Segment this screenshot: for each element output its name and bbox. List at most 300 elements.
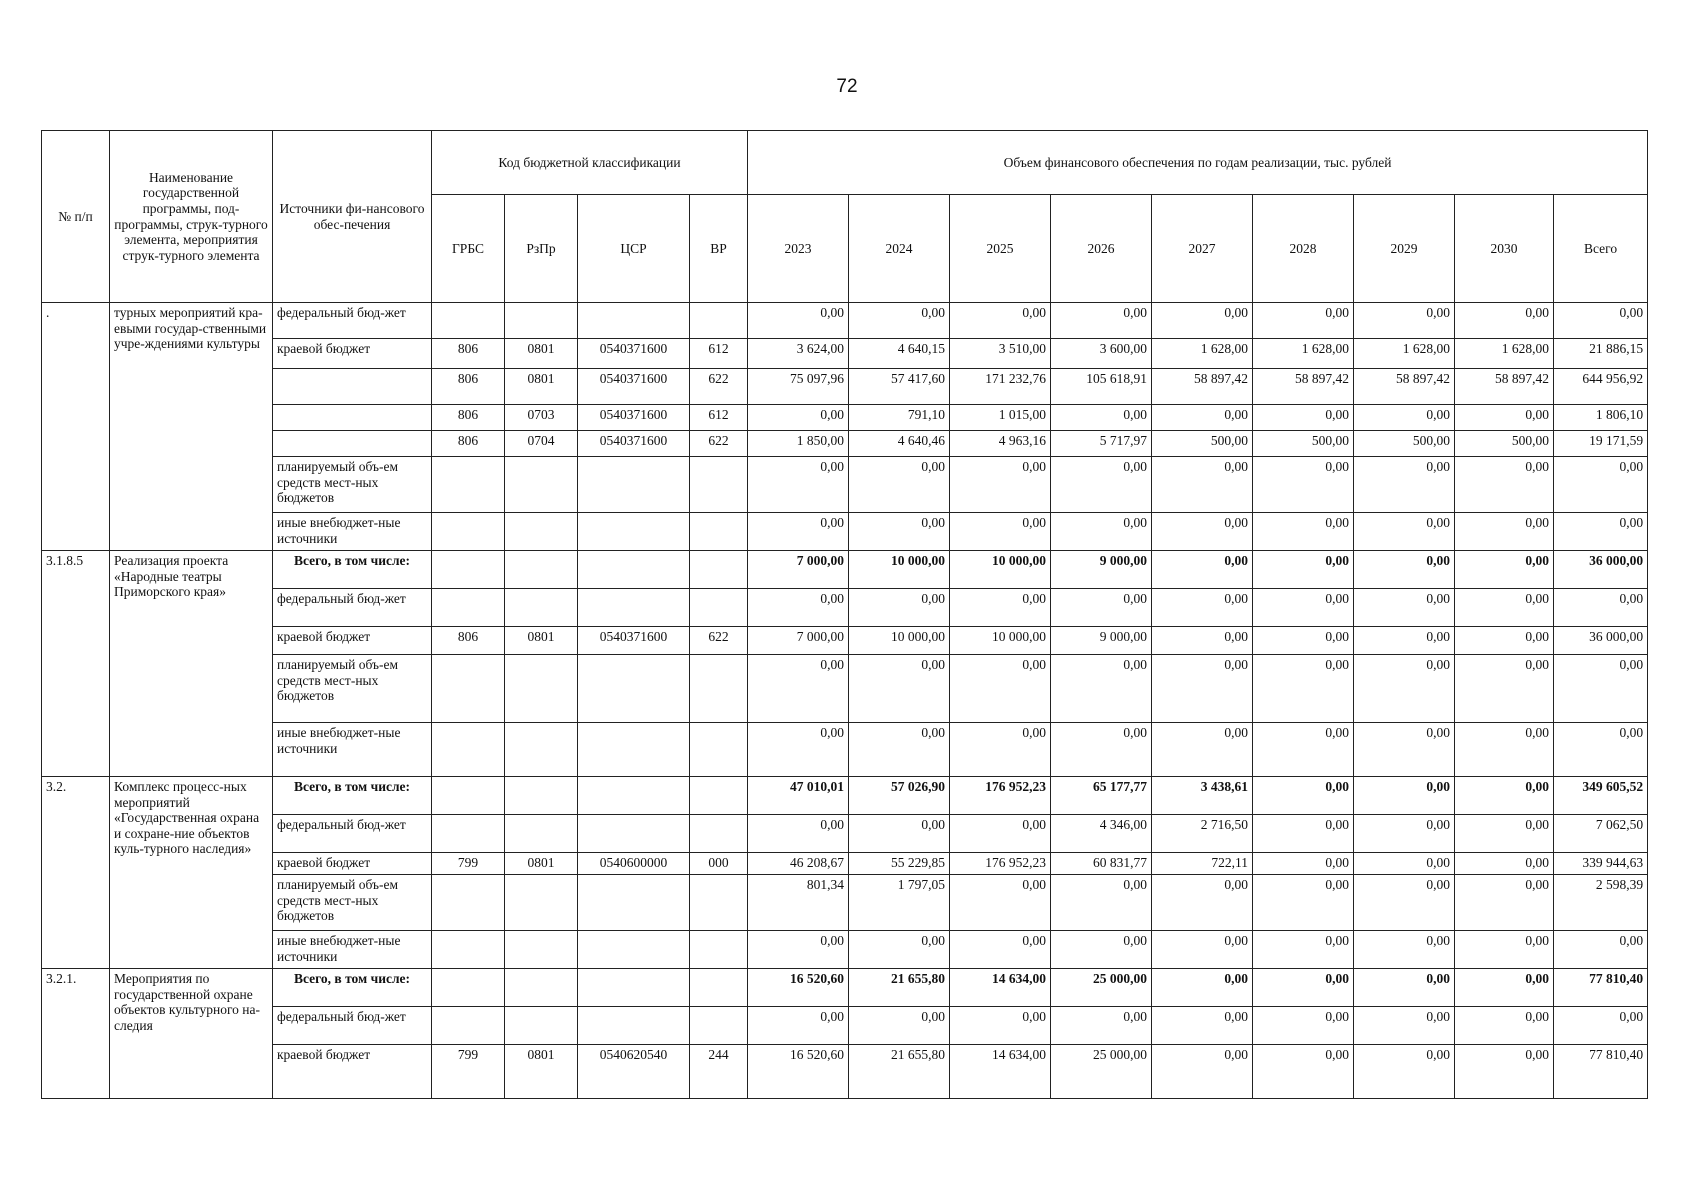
code-vr — [690, 875, 748, 931]
code-vr: 622 — [690, 431, 748, 457]
value-total: 0,00 — [1554, 723, 1648, 777]
value-year: 0,00 — [950, 655, 1051, 723]
value-year: 0,00 — [748, 655, 849, 723]
value-year: 1 850,00 — [748, 431, 849, 457]
value-year: 0,00 — [1152, 513, 1253, 551]
header-num: № п/п — [42, 131, 110, 303]
code-grbs — [432, 303, 505, 339]
value-year: 0,00 — [748, 815, 849, 853]
table-row — [42, 1045, 1648, 1099]
table-row — [42, 431, 1648, 457]
value-year: 0,00 — [950, 875, 1051, 931]
table-row — [42, 853, 1648, 875]
value-year: 0,00 — [1152, 1045, 1253, 1099]
value-year: 0,00 — [1455, 815, 1554, 853]
item-name: Мероприятия по государственной охране объектов культурного на-следия — [110, 969, 273, 1099]
code-csr: 0540600000 — [578, 853, 690, 875]
value-year: 57 417,60 — [849, 369, 950, 405]
code-rzpr: 0704 — [505, 431, 578, 457]
code-grbs: 799 — [432, 853, 505, 875]
value-year: 0,00 — [748, 405, 849, 431]
value-year: 0,00 — [1354, 853, 1455, 875]
value-year: 0,00 — [1152, 723, 1253, 777]
funding-source: Всего, в том числе: — [273, 969, 432, 1007]
value-year: 0,00 — [1253, 457, 1354, 513]
table-row — [42, 589, 1648, 627]
table-row — [42, 931, 1648, 969]
code-vr — [690, 457, 748, 513]
code-grbs — [432, 589, 505, 627]
code-csr: 0540620540 — [578, 1045, 690, 1099]
value-year: 0,00 — [849, 655, 950, 723]
value-year: 0,00 — [748, 457, 849, 513]
value-year: 0,00 — [1354, 551, 1455, 589]
value-year: 0,00 — [950, 723, 1051, 777]
value-year: 0,00 — [1152, 931, 1253, 969]
table-row — [42, 339, 1648, 369]
value-year: 0,00 — [748, 931, 849, 969]
funding-source: планируемый объ-ем средств мест-ных бюджетов — [273, 875, 432, 931]
value-year: 1 628,00 — [1354, 339, 1455, 369]
value-year: 4 640,46 — [849, 431, 950, 457]
table-row — [42, 627, 1648, 655]
funding-source: Всего, в том числе: — [273, 551, 432, 589]
value-year: 722,11 — [1152, 853, 1253, 875]
value-total: 7 062,50 — [1554, 815, 1648, 853]
funding-source: краевой бюджет — [273, 853, 432, 875]
value-year: 0,00 — [1455, 551, 1554, 589]
value-year: 16 520,60 — [748, 969, 849, 1007]
value-year: 5 717,97 — [1051, 431, 1152, 457]
code-rzpr: 0801 — [505, 1045, 578, 1099]
value-year: 0,00 — [1152, 655, 1253, 723]
value-total: 19 171,59 — [1554, 431, 1648, 457]
code-vr — [690, 777, 748, 815]
code-rzpr — [505, 815, 578, 853]
code-rzpr — [505, 777, 578, 815]
header-year: 2028 — [1253, 195, 1354, 303]
value-year: 0,00 — [748, 513, 849, 551]
table-row — [42, 777, 1648, 815]
value-year: 0,00 — [1455, 777, 1554, 815]
header-budget-code: Код бюджетной классификации — [432, 131, 748, 195]
code-rzpr — [505, 589, 578, 627]
item-name: Реализация проекта «Народные театры Приморского края» — [110, 551, 273, 777]
value-year: 0,00 — [1051, 513, 1152, 551]
value-year: 9 000,00 — [1051, 551, 1152, 589]
code-vr — [690, 815, 748, 853]
value-year: 801,34 — [748, 875, 849, 931]
code-grbs: 806 — [432, 339, 505, 369]
code-csr — [578, 875, 690, 931]
value-year: 9 000,00 — [1051, 627, 1152, 655]
value-total: 644 956,92 — [1554, 369, 1648, 405]
value-year: 0,00 — [1253, 551, 1354, 589]
value-year: 58 897,42 — [1354, 369, 1455, 405]
value-year: 0,00 — [1051, 405, 1152, 431]
value-year: 0,00 — [1354, 875, 1455, 931]
value-total: 36 000,00 — [1554, 551, 1648, 589]
code-csr — [578, 969, 690, 1007]
value-year: 0,00 — [1152, 627, 1253, 655]
value-year: 58 897,42 — [1253, 369, 1354, 405]
code-grbs — [432, 875, 505, 931]
value-year: 0,00 — [1051, 303, 1152, 339]
value-year: 0,00 — [950, 815, 1051, 853]
code-rzpr: 0801 — [505, 339, 578, 369]
code-csr — [578, 777, 690, 815]
value-year: 0,00 — [849, 303, 950, 339]
value-year: 58 897,42 — [1152, 369, 1253, 405]
code-vr: 622 — [690, 369, 748, 405]
item-number: 3.2.1. — [42, 969, 110, 1099]
value-year: 0,00 — [1354, 1007, 1455, 1045]
item-number: . — [42, 303, 110, 551]
value-year: 0,00 — [1152, 457, 1253, 513]
value-year: 25 000,00 — [1051, 1045, 1152, 1099]
header-rzpr: РзПр — [505, 195, 578, 303]
value-year: 0,00 — [950, 457, 1051, 513]
value-year: 0,00 — [1455, 931, 1554, 969]
value-year: 0,00 — [1152, 303, 1253, 339]
code-csr — [578, 303, 690, 339]
value-year: 0,00 — [1253, 405, 1354, 431]
value-year: 0,00 — [1152, 969, 1253, 1007]
value-total: 0,00 — [1554, 655, 1648, 723]
header-volume: Объем финансового обеспечения по годам реализации, тыс. рублей — [748, 131, 1648, 195]
value-year: 0,00 — [950, 513, 1051, 551]
value-year: 0,00 — [1354, 513, 1455, 551]
value-year: 0,00 — [1455, 457, 1554, 513]
code-rzpr: 0703 — [505, 405, 578, 431]
value-year: 0,00 — [849, 513, 950, 551]
code-rzpr — [505, 875, 578, 931]
code-grbs — [432, 815, 505, 853]
code-csr — [578, 589, 690, 627]
code-rzpr — [505, 931, 578, 969]
header-year: 2023 — [748, 195, 849, 303]
code-rzpr — [505, 969, 578, 1007]
value-year: 0,00 — [1455, 1007, 1554, 1045]
value-year: 0,00 — [849, 1007, 950, 1045]
value-year: 0,00 — [1253, 513, 1354, 551]
value-year: 0,00 — [1354, 969, 1455, 1007]
funding-source: планируемый объ-ем средств мест-ных бюджетов — [273, 457, 432, 513]
table-body — [42, 303, 1648, 1099]
code-grbs — [432, 969, 505, 1007]
header-name: Наименование государственной программы, под-программы, струк-турного элемента, мероприятия струк-турного элемента — [110, 131, 273, 303]
value-total: 21 886,15 — [1554, 339, 1648, 369]
value-year: 0,00 — [1253, 853, 1354, 875]
code-rzpr — [505, 1007, 578, 1045]
value-total: 0,00 — [1554, 513, 1648, 551]
code-vr — [690, 589, 748, 627]
value-year: 0,00 — [1253, 627, 1354, 655]
code-vr — [690, 513, 748, 551]
value-year: 25 000,00 — [1051, 969, 1152, 1007]
item-name: Комплекс процесс-ных мероприятий «Государственная охрана и сохране-ние объектов куль-турного наследия» — [110, 777, 273, 969]
value-year: 176 952,23 — [950, 777, 1051, 815]
value-year: 14 634,00 — [950, 969, 1051, 1007]
value-year: 0,00 — [849, 815, 950, 853]
value-year: 0,00 — [1051, 931, 1152, 969]
code-rzpr: 0801 — [505, 627, 578, 655]
value-year: 0,00 — [950, 303, 1051, 339]
code-csr: 0540371600 — [578, 369, 690, 405]
value-year: 7 000,00 — [748, 551, 849, 589]
value-year: 16 520,60 — [748, 1045, 849, 1099]
value-year: 4 963,16 — [950, 431, 1051, 457]
value-total: 0,00 — [1554, 1007, 1648, 1045]
table-row — [42, 457, 1648, 513]
table-row — [42, 875, 1648, 931]
value-year: 500,00 — [1354, 431, 1455, 457]
value-year: 10 000,00 — [950, 551, 1051, 589]
page-number: 72 — [836, 76, 858, 97]
value-year: 500,00 — [1455, 431, 1554, 457]
value-year: 1 628,00 — [1152, 339, 1253, 369]
value-year: 0,00 — [1455, 969, 1554, 1007]
code-csr — [578, 457, 690, 513]
funding-source — [273, 369, 432, 405]
value-year: 0,00 — [1253, 723, 1354, 777]
code-grbs — [432, 655, 505, 723]
value-year: 0,00 — [1253, 303, 1354, 339]
value-year: 0,00 — [1354, 303, 1455, 339]
code-csr: 0540371600 — [578, 405, 690, 431]
table-row — [42, 513, 1648, 551]
value-total: 339 944,63 — [1554, 853, 1648, 875]
header-csr: ЦСР — [578, 195, 690, 303]
value-year: 47 010,01 — [748, 777, 849, 815]
value-year: 0,00 — [1152, 405, 1253, 431]
value-year: 0,00 — [1253, 1045, 1354, 1099]
value-year: 1 797,05 — [849, 875, 950, 931]
value-year: 0,00 — [1354, 723, 1455, 777]
header-vr: ВР — [690, 195, 748, 303]
header-total: Всего — [1554, 195, 1648, 303]
code-vr: 622 — [690, 627, 748, 655]
value-year: 0,00 — [1354, 405, 1455, 431]
value-year: 4 640,15 — [849, 339, 950, 369]
value-year: 0,00 — [1455, 627, 1554, 655]
value-year: 0,00 — [1253, 1007, 1354, 1045]
value-year: 0,00 — [1253, 815, 1354, 853]
header-year: 2026 — [1051, 195, 1152, 303]
value-year: 0,00 — [1253, 777, 1354, 815]
value-year: 0,00 — [1455, 853, 1554, 875]
value-year: 0,00 — [849, 931, 950, 969]
code-csr: 0540371600 — [578, 627, 690, 655]
item-number: 3.2. — [42, 777, 110, 969]
value-year: 500,00 — [1152, 431, 1253, 457]
value-year: 0,00 — [1152, 875, 1253, 931]
code-csr — [578, 655, 690, 723]
value-year: 0,00 — [849, 589, 950, 627]
value-total: 0,00 — [1554, 303, 1648, 339]
funding-source: краевой бюджет — [273, 627, 432, 655]
table-row — [42, 723, 1648, 777]
value-total: 0,00 — [1554, 589, 1648, 627]
value-year: 58 897,42 — [1455, 369, 1554, 405]
value-year: 10 000,00 — [950, 627, 1051, 655]
value-year: 0,00 — [1051, 655, 1152, 723]
value-year: 0,00 — [950, 589, 1051, 627]
value-year: 21 655,80 — [849, 1045, 950, 1099]
value-total: 0,00 — [1554, 931, 1648, 969]
value-year: 3 438,61 — [1152, 777, 1253, 815]
value-year: 0,00 — [1455, 589, 1554, 627]
funding-source: иные внебюджет-ные источники — [273, 723, 432, 777]
funding-source: Всего, в том числе: — [273, 777, 432, 815]
code-rzpr: 0801 — [505, 369, 578, 405]
funding-source: иные внебюджет-ные источники — [273, 931, 432, 969]
value-year: 0,00 — [748, 303, 849, 339]
item-name: турных мероприятий кра-евыми государ-ственными учре-ждениями культуры — [110, 303, 273, 551]
value-year: 1 628,00 — [1455, 339, 1554, 369]
value-total: 0,00 — [1554, 457, 1648, 513]
funding-source: федеральный бюд-жет — [273, 589, 432, 627]
value-year: 10 000,00 — [849, 627, 950, 655]
code-csr — [578, 723, 690, 777]
value-year: 0,00 — [1152, 589, 1253, 627]
funding-source: планируемый объ-ем средств мест-ных бюджетов — [273, 655, 432, 723]
code-rzpr — [505, 303, 578, 339]
value-year: 0,00 — [1455, 303, 1554, 339]
header-source: Источники фи-нансового обес-печения — [273, 131, 432, 303]
value-year: 0,00 — [1455, 875, 1554, 931]
code-csr — [578, 551, 690, 589]
table-row — [42, 655, 1648, 723]
code-rzpr — [505, 723, 578, 777]
code-csr — [578, 513, 690, 551]
funding-source: иные внебюджет-ные источники — [273, 513, 432, 551]
code-grbs: 806 — [432, 627, 505, 655]
value-year: 1 628,00 — [1253, 339, 1354, 369]
value-year: 0,00 — [1253, 875, 1354, 931]
value-year: 7 000,00 — [748, 627, 849, 655]
code-grbs — [432, 777, 505, 815]
table-row — [42, 303, 1648, 339]
code-csr — [578, 1007, 690, 1045]
value-year: 57 026,90 — [849, 777, 950, 815]
value-year: 0,00 — [1051, 1007, 1152, 1045]
table-row — [42, 815, 1648, 853]
value-year: 0,00 — [1354, 931, 1455, 969]
value-total: 77 810,40 — [1554, 1045, 1648, 1099]
code-grbs: 806 — [432, 431, 505, 457]
value-year: 0,00 — [1455, 655, 1554, 723]
code-vr — [690, 931, 748, 969]
value-year: 60 831,77 — [1051, 853, 1152, 875]
header-year: 2029 — [1354, 195, 1455, 303]
funding-source: федеральный бюд-жет — [273, 303, 432, 339]
code-csr — [578, 931, 690, 969]
value-year: 0,00 — [849, 457, 950, 513]
value-year: 0,00 — [1354, 777, 1455, 815]
value-year: 0,00 — [1455, 513, 1554, 551]
header-grbs: ГРБС — [432, 195, 505, 303]
value-year: 0,00 — [1051, 589, 1152, 627]
code-vr — [690, 1007, 748, 1045]
header-year: 2025 — [950, 195, 1051, 303]
code-vr: 244 — [690, 1045, 748, 1099]
code-vr — [690, 723, 748, 777]
code-grbs: 806 — [432, 405, 505, 431]
value-year: 0,00 — [849, 723, 950, 777]
value-year: 0,00 — [1354, 589, 1455, 627]
code-vr: 612 — [690, 339, 748, 369]
value-year: 0,00 — [1455, 723, 1554, 777]
code-vr: 612 — [690, 405, 748, 431]
value-year: 791,10 — [849, 405, 950, 431]
financing-table — [41, 130, 1648, 1099]
value-year: 0,00 — [1253, 655, 1354, 723]
value-year: 0,00 — [950, 931, 1051, 969]
value-year: 3 624,00 — [748, 339, 849, 369]
value-year: 55 229,85 — [849, 853, 950, 875]
value-year: 0,00 — [1253, 589, 1354, 627]
value-year: 3 600,00 — [1051, 339, 1152, 369]
value-year: 0,00 — [1354, 457, 1455, 513]
code-grbs: 806 — [432, 369, 505, 405]
value-year: 4 346,00 — [1051, 815, 1152, 853]
code-rzpr — [505, 551, 578, 589]
value-year: 0,00 — [1354, 815, 1455, 853]
header-year: 2024 — [849, 195, 950, 303]
table-row — [42, 405, 1648, 431]
value-year: 0,00 — [1152, 551, 1253, 589]
header-year: 2027 — [1152, 195, 1253, 303]
code-vr — [690, 655, 748, 723]
funding-source: краевой бюджет — [273, 339, 432, 369]
value-total: 77 810,40 — [1554, 969, 1648, 1007]
code-grbs — [432, 1007, 505, 1045]
header-year: 2030 — [1455, 195, 1554, 303]
value-year: 0,00 — [1051, 875, 1152, 931]
code-grbs — [432, 513, 505, 551]
value-year: 2 716,50 — [1152, 815, 1253, 853]
table-row — [42, 969, 1648, 1007]
funding-source — [273, 405, 432, 431]
code-csr: 0540371600 — [578, 339, 690, 369]
value-total: 2 598,39 — [1554, 875, 1648, 931]
value-year: 0,00 — [748, 589, 849, 627]
funding-source: федеральный бюд-жет — [273, 1007, 432, 1045]
table-row — [42, 369, 1648, 405]
value-year: 0,00 — [1354, 655, 1455, 723]
code-rzpr — [505, 655, 578, 723]
value-year: 0,00 — [1253, 931, 1354, 969]
code-rzpr: 0801 — [505, 853, 578, 875]
value-year: 0,00 — [950, 1007, 1051, 1045]
value-year: 171 232,76 — [950, 369, 1051, 405]
value-year: 0,00 — [748, 723, 849, 777]
table-row — [42, 1007, 1648, 1045]
code-vr: 000 — [690, 853, 748, 875]
value-year: 0,00 — [1253, 969, 1354, 1007]
value-year: 0,00 — [1455, 405, 1554, 431]
value-total: 349 605,52 — [1554, 777, 1648, 815]
code-rzpr — [505, 513, 578, 551]
value-total: 36 000,00 — [1554, 627, 1648, 655]
code-csr: 0540371600 — [578, 431, 690, 457]
value-year: 176 952,23 — [950, 853, 1051, 875]
value-year: 75 097,96 — [748, 369, 849, 405]
value-year: 0,00 — [1354, 627, 1455, 655]
value-year: 0,00 — [1455, 1045, 1554, 1099]
value-year: 0,00 — [1051, 723, 1152, 777]
